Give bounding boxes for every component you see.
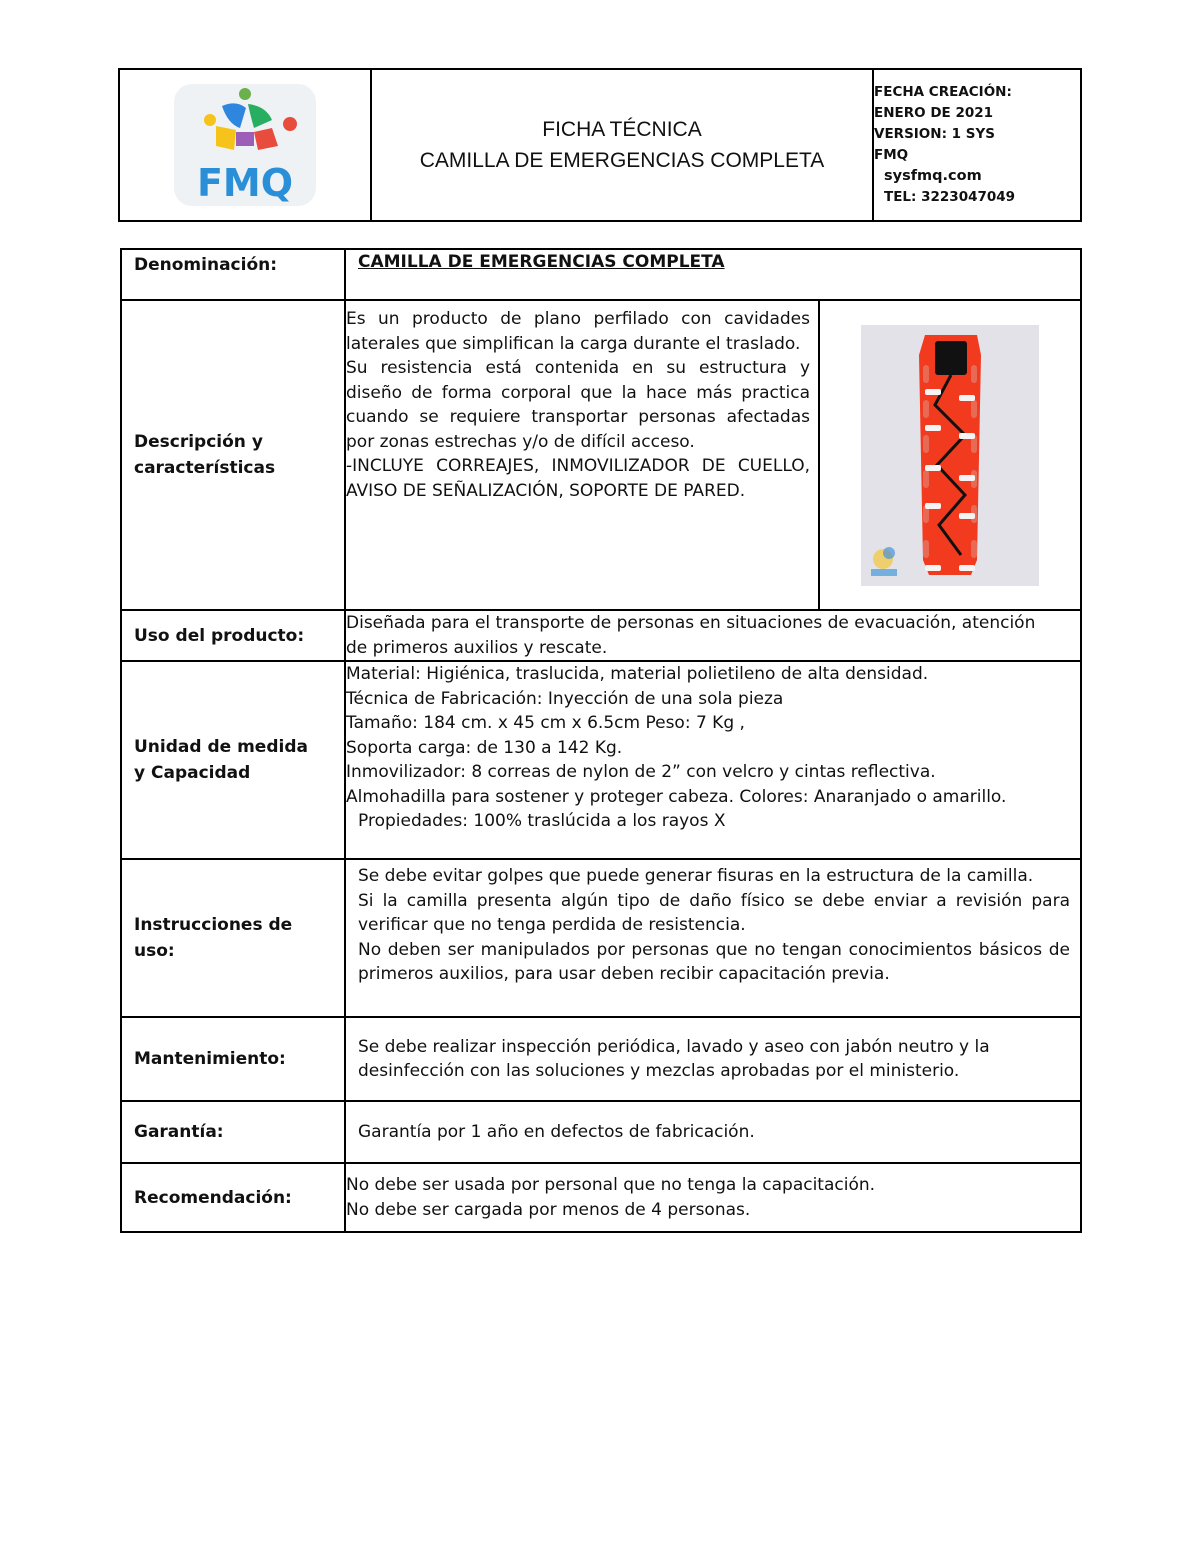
recomendacion-text (346, 1173, 1080, 1222)
label-descripcion-line2: características (134, 458, 276, 478)
unidad-inmovilizador: Inmovilizador: 8 correas de nylon de 2” con velcro y cintas reflectiva. (346, 762, 936, 783)
description-p3: -INCLUYE CORREAJES, INMOVILIZADOR DE CUELLO, AVISO DE SEÑALIZACIÓN, SOPORTE DE PARED. (346, 456, 810, 501)
unidad-carga: Soporta carga: de 130 a 142 Kg. (346, 737, 623, 758)
row-mantenimiento (121, 1017, 1081, 1101)
row-instrucciones (121, 859, 1081, 1017)
instrucciones-p2: Si la camilla presenta algún tipo de daño físico se debe enviar a revisión para verificar que no tenga perdida de resistencia. (358, 890, 1070, 935)
instrucciones-p1: Se debe evitar golpes que puede generar fisuras en la estructura de la camilla. (358, 866, 1034, 886)
unidad-propiedades: Propiedades: 100% traslúcida a los rayos X (358, 810, 726, 831)
mantenimiento-text: Se debe realizar inspección periódica, lavado y aseo con jabón neutro y la desinfección con las soluciones y mezclas aprobadas por el ministerio. (358, 1036, 990, 1081)
product-name: CAMILLA DE EMERGENCIAS COMPLETA (358, 252, 725, 272)
meta-version-org: FMQ (874, 147, 909, 163)
label-instrucciones-line1: Instrucciones de (134, 915, 293, 935)
label-mantenimiento: Mantenimiento: (121, 1017, 345, 1101)
row-recomendacion (121, 1163, 1081, 1232)
document-header (118, 68, 1082, 222)
unidad-tamano: Tamaño: 184 cm. x 45 cm x 6.5cm Peso: 7 Kg , (346, 713, 745, 734)
meta-website: sysfmq.com (884, 168, 982, 184)
unidad-material: Material: Higiénica, traslucida, material polietileno de alta densidad. (346, 664, 929, 684)
label-denominacion: Denominación: (121, 249, 345, 300)
unidad-tecnica: Técnica de Fabricación: Inyección de una sola pieza (346, 688, 784, 709)
meta-cell (874, 70, 1080, 220)
label-unidad (121, 661, 345, 859)
meta-version: VERSION: 1 SYS (874, 126, 995, 142)
description-text (346, 301, 818, 503)
label-recomendacion: Recomendación: (121, 1163, 345, 1232)
unidad-almohadilla: Almohadilla para sostener y proteger cabeza. Colores: Anaranjado o amarillo. (346, 786, 1007, 807)
label-instrucciones-line2: uso: (134, 941, 175, 961)
label-descripcion-line1: Descripción y (134, 432, 263, 452)
row-uso (121, 610, 1081, 661)
label-uso: Uso del producto: (121, 610, 345, 661)
garantia-text: Garantía por 1 año en defectos de fabricación. (358, 1121, 755, 1142)
recomendacion-line2: No debe ser cargada por menos de 4 personas. (346, 1199, 751, 1220)
label-instrucciones (121, 859, 345, 1017)
meta-phone: TEL: 3223047049 (884, 189, 1016, 205)
label-garantia: Garantía: (121, 1101, 345, 1163)
row-denominacion (121, 249, 1081, 300)
label-unidad-line2: y Capacidad (134, 763, 251, 783)
meta-created-date: ENERO DE 2021 (874, 105, 994, 121)
product-image (820, 325, 1080, 586)
fmq-logo (174, 84, 316, 206)
description-p2: Su resistencia está contenida en su estructura y diseño de forma corporal que la hace más practica cuando se requiere transportar personas afectadas por zonas estrechas y/o de difícil acceso. (346, 358, 810, 452)
unidad-text (346, 662, 1080, 832)
stretcher-photo (861, 325, 1039, 586)
instrucciones-p3: No deben ser manipulados por personas que no tengan conocimientos básicos de primeros auxilios, para usar deben recibir capacitación previa. (358, 939, 1070, 984)
doc-title: FICHA TÉCNICA (542, 118, 702, 141)
spec-table (120, 248, 1082, 1233)
logo-cell (120, 70, 372, 220)
label-descripcion (121, 300, 345, 610)
row-descripcion (121, 300, 1081, 610)
row-unidad (121, 661, 1081, 859)
doc-subtitle: CAMILLA DE EMERGENCIAS COMPLETA (419, 149, 825, 172)
instrucciones-text (346, 860, 1080, 987)
logo-text: FMQ (196, 161, 294, 205)
row-garantia (121, 1101, 1081, 1163)
meta-created-label: FECHA CREACIÓN: (874, 84, 1012, 100)
uso-text: Diseñada para el transporte de personas en situaciones de evacuación, atención de primeros auxilios y rescate. (346, 613, 1036, 658)
title-cell (372, 70, 874, 220)
label-unidad-line1: Unidad de medida (134, 737, 308, 757)
recomendacion-line1: No debe ser usada por personal que no tenga la capacitación. (346, 1175, 876, 1195)
description-p1: Es un producto de plano perfilado con cavidades laterales que simplifican la carga durante el traslado. (346, 309, 810, 354)
